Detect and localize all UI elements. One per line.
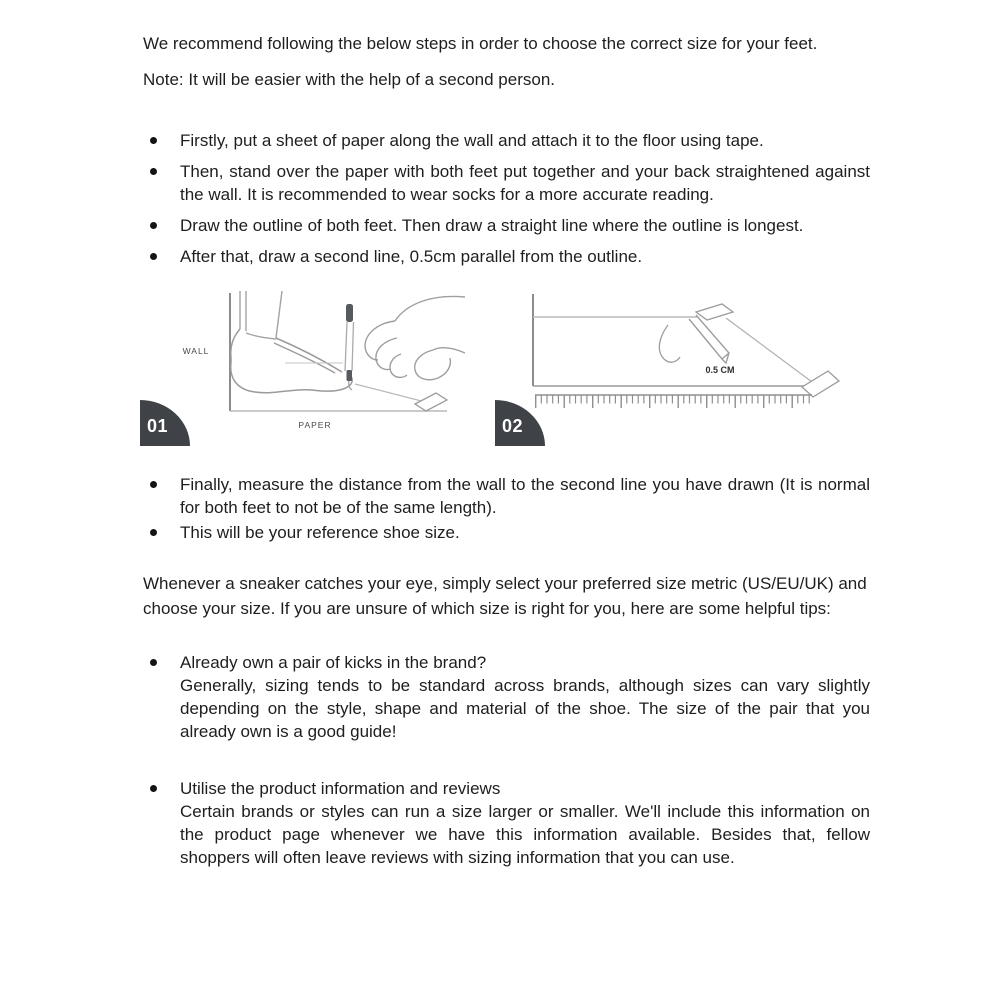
list-item xyxy=(143,245,870,268)
step-text: Firstly, put a sheet of paper along the wall and attach it to the floor using tape. xyxy=(180,131,764,150)
tip-text xyxy=(180,651,870,743)
outline-measuring-illustration xyxy=(500,291,845,446)
figure-01 xyxy=(140,291,470,446)
tip-title: Already own a pair of kicks in the brand? xyxy=(180,653,487,672)
bullet-icon xyxy=(143,129,180,152)
tape-icon xyxy=(415,393,447,411)
results-list xyxy=(143,473,870,544)
tape-icon xyxy=(696,304,733,320)
foot-measuring-illustration xyxy=(145,291,465,446)
list-item xyxy=(143,473,870,519)
tip-text xyxy=(180,777,870,869)
intro-note: Note: It will be easier with the help of a second person. xyxy=(143,70,556,89)
result-text: Finally, measure the distance from the wall to the second line you have drawn (It is normal for both feet to not be of the same length). xyxy=(180,475,870,517)
list-item xyxy=(143,129,870,152)
bullet-icon xyxy=(143,651,180,743)
step-text: Then, stand over the paper with both feet put together and your back straightened against the wall. It is recommended to wear socks for a more accurate reading. xyxy=(180,162,870,204)
bullet-icon xyxy=(143,473,180,519)
ruler-icon xyxy=(535,395,812,402)
tape-icon xyxy=(802,371,839,397)
list-item xyxy=(143,160,870,206)
result-text: This will be your reference shoe size. xyxy=(180,523,460,542)
paper-label: PAPER xyxy=(298,420,332,430)
figure-02 xyxy=(495,291,850,446)
list-item xyxy=(143,777,870,869)
bullet-icon xyxy=(143,245,180,268)
measuring-steps-list xyxy=(143,129,870,268)
measurement-label: 0.5 CM xyxy=(705,365,735,375)
step-text: After that, draw a second line, 0.5cm parallel from the outline. xyxy=(180,247,643,266)
list-item xyxy=(143,521,870,544)
foot-outline-curve xyxy=(659,325,680,362)
sizing-paragraph: Whenever a sneaker catches your eye, simply select your preferred size metric (US/EU/UK) and choose your size. If you are unsure of which size is right for you, here are some helpful tips: xyxy=(143,574,867,618)
pencil-icon xyxy=(689,315,729,363)
bullet-icon xyxy=(143,777,180,869)
intro-paragraph: We recommend following the below steps in order to choose the correct size for your feet. xyxy=(143,34,818,53)
bullet-icon xyxy=(143,160,180,206)
figure-number: 01 xyxy=(147,415,169,436)
leg-outline xyxy=(240,291,282,339)
figure-number: 02 xyxy=(502,415,524,436)
list-item xyxy=(143,214,870,237)
bullet-icon xyxy=(143,214,180,237)
step-text: Draw the outline of both feet. Then draw a straight line where the outline is longest. xyxy=(180,216,804,235)
tip-title: Utilise the product information and reviews xyxy=(180,779,501,798)
list-item xyxy=(143,651,870,743)
tip-body: Certain brands or styles can run a size larger or smaller. We'll include this information on the product page whenever we have this information available. Besides that, fellow shoppers will often leave reviews with sizing information that you can use. xyxy=(180,802,870,867)
wall-label: WALL xyxy=(182,346,210,356)
illustrations-row xyxy=(0,291,1000,446)
bullet-icon xyxy=(143,521,180,544)
tips-list xyxy=(143,651,870,869)
tip-body: Generally, sizing tends to be standard across brands, although sizes can vary slightly depending on the style, shape and material of the shoe. The size of the pair that you already own is a good guide! xyxy=(180,676,870,741)
hand-outline xyxy=(365,296,465,379)
foot-outline xyxy=(231,329,352,393)
